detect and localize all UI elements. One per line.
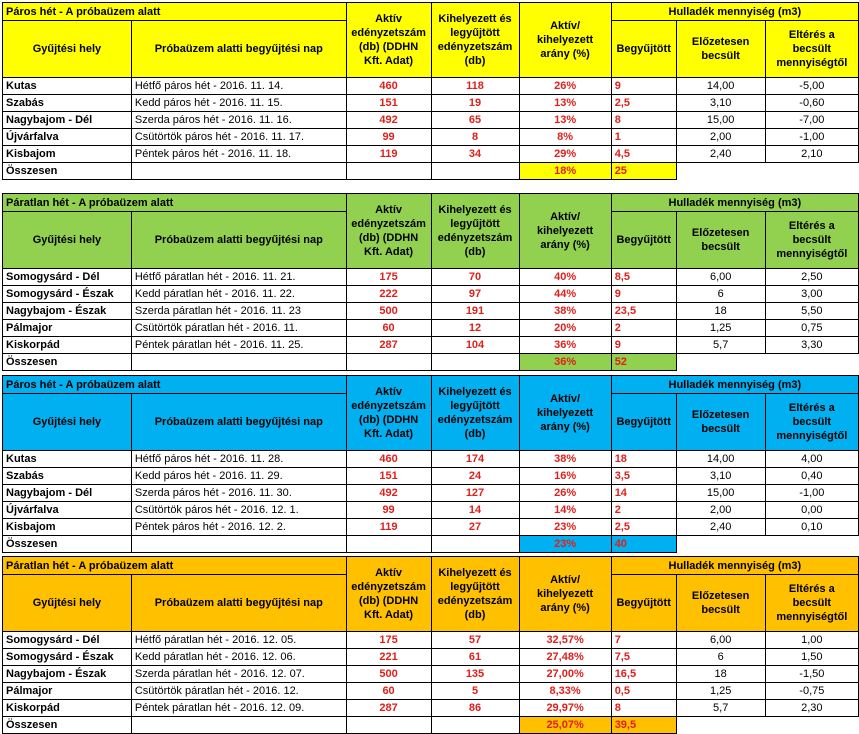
cell-estimated[interactable]: 1,25 xyxy=(676,683,765,700)
cell-day[interactable]: Kedd páratlan hét - 2016. 12. 06. xyxy=(131,649,346,666)
cell-placed[interactable]: 19 xyxy=(431,95,519,112)
header-placed[interactable]: Kihelyezett és legyűjtött edényzetszám (db) xyxy=(431,376,519,451)
cell-collected[interactable]: 9 xyxy=(611,78,676,95)
cell-day[interactable]: Szerda páratlan hét - 2016. 12. 07. xyxy=(131,666,346,683)
cell-ratio[interactable]: 36% xyxy=(519,337,611,354)
cell-ratio[interactable]: 23% xyxy=(519,519,611,536)
cell-ratio[interactable]: 29% xyxy=(519,146,611,163)
cell-day[interactable]: Csütörtök páros hét - 2016. 12. 1. xyxy=(131,502,346,519)
cell-estimated[interactable]: 2,00 xyxy=(676,502,765,519)
cell-collected[interactable]: 16,5 xyxy=(611,666,676,683)
cell-estimated[interactable]: 3,10 xyxy=(676,95,765,112)
total-empty-active[interactable] xyxy=(346,354,431,371)
table-row xyxy=(3,286,859,303)
header-waste[interactable]: Hulladék mennyiség (m3) xyxy=(611,3,858,21)
header-diff[interactable]: Eltérés a becsült mennyiségtől xyxy=(765,575,858,632)
total-collected[interactable]: 52 xyxy=(611,354,676,371)
cell-estimated[interactable]: 14,00 xyxy=(676,78,765,95)
cell-active[interactable]: 119 xyxy=(346,519,431,536)
total-row xyxy=(3,717,859,734)
cell-ratio[interactable]: 8,33% xyxy=(519,683,611,700)
table-row xyxy=(3,700,859,717)
header-ratio[interactable]: Aktív/ kihelyezett arány (%) xyxy=(519,557,611,632)
total-empty-placed[interactable] xyxy=(431,717,519,734)
cell-estimated[interactable]: 1,25 xyxy=(676,320,765,337)
total-empty-active[interactable] xyxy=(346,717,431,734)
cell-day[interactable]: Hétfő páratlan hét - 2016. 11. 21. xyxy=(131,269,346,286)
table-row xyxy=(3,502,859,519)
total-blank-estimated[interactable] xyxy=(676,536,765,553)
cell-active[interactable]: 492 xyxy=(346,112,431,129)
cell-day[interactable]: Csütörtök páratlan hét - 2016. 12. xyxy=(131,683,346,700)
table-row xyxy=(3,683,859,700)
table-block-4 xyxy=(2,556,859,734)
total-row xyxy=(3,354,859,371)
cell-site[interactable]: Nagybajom - Dél xyxy=(3,112,132,129)
cell-active[interactable]: 460 xyxy=(346,78,431,95)
cell-active[interactable]: 500 xyxy=(346,666,431,683)
cell-day[interactable]: Szerda páros hét - 2016. 11. 30. xyxy=(131,485,346,502)
total-blank-estimated[interactable] xyxy=(676,163,765,180)
table-row xyxy=(3,649,859,666)
total-collected[interactable]: 39,5 xyxy=(611,717,676,734)
header-site[interactable]: Gyűjtési hely xyxy=(3,21,132,78)
cell-site[interactable]: Szabás xyxy=(3,468,132,485)
header-estimated[interactable]: Előzetesen becsült xyxy=(676,575,765,632)
cell-placed[interactable]: 24 xyxy=(431,468,519,485)
cell-placed[interactable]: 27 xyxy=(431,519,519,536)
cell-ratio[interactable]: 13% xyxy=(519,95,611,112)
cell-active[interactable]: 175 xyxy=(346,632,431,649)
cell-estimated[interactable]: 2,00 xyxy=(676,129,765,146)
cell-placed[interactable]: 61 xyxy=(431,649,519,666)
cell-diff[interactable]: 0,10 xyxy=(765,519,858,536)
total-blank-diff[interactable] xyxy=(765,354,858,371)
cell-estimated[interactable]: 6,00 xyxy=(676,269,765,286)
cell-day[interactable]: Hétfő páratlan hét - 2016. 12. 05. xyxy=(131,632,346,649)
cell-estimated[interactable]: 18 xyxy=(676,666,765,683)
header-active[interactable]: Aktív edényzetszám (db) (DDHN Kft. Adat) xyxy=(346,376,431,451)
total-collected[interactable]: 25 xyxy=(611,163,676,180)
cell-site[interactable]: Pálmajor xyxy=(3,683,132,700)
cell-diff[interactable]: 1,00 xyxy=(765,632,858,649)
cell-ratio[interactable]: 27,48% xyxy=(519,649,611,666)
cell-diff[interactable]: 1,50 xyxy=(765,649,858,666)
cell-ratio[interactable]: 40% xyxy=(519,269,611,286)
cell-day[interactable]: Szerda páratlan hét - 2016. 11. 23 xyxy=(131,303,346,320)
header-day[interactable]: Próbaüzem alatti begyűjtési nap xyxy=(131,212,346,269)
table-block-1 xyxy=(2,2,859,180)
cell-placed[interactable]: 97 xyxy=(431,286,519,303)
header-ratio[interactable]: Aktív/ kihelyezett arány (%) xyxy=(519,376,611,451)
header-collected[interactable]: Begyűjtött xyxy=(611,575,676,632)
cell-active[interactable]: 119 xyxy=(346,146,431,163)
cell-site[interactable]: Kutas xyxy=(3,78,132,95)
cell-day[interactable]: Péntek páratlan hét - 2016. 11. 25. xyxy=(131,337,346,354)
total-label[interactable]: Összesen xyxy=(3,354,132,371)
header-site[interactable]: Gyűjtési hely xyxy=(3,394,132,451)
cell-placed[interactable]: 86 xyxy=(431,700,519,717)
cell-active[interactable]: 492 xyxy=(346,485,431,502)
cell-placed[interactable]: 57 xyxy=(431,632,519,649)
cell-ratio[interactable]: 26% xyxy=(519,485,611,502)
cell-diff[interactable]: -1,00 xyxy=(765,129,858,146)
cell-diff[interactable]: -0,60 xyxy=(765,95,858,112)
cell-diff[interactable]: 2,30 xyxy=(765,700,858,717)
cell-day[interactable]: Kedd páratlan hét - 2016. 11. 22. xyxy=(131,286,346,303)
cell-site[interactable]: Újvárfalva xyxy=(3,502,132,519)
cell-placed[interactable]: 174 xyxy=(431,451,519,468)
total-empty-placed[interactable] xyxy=(431,354,519,371)
total-label[interactable]: Összesen xyxy=(3,717,132,734)
header-day[interactable]: Próbaüzem alatti begyűjtési nap xyxy=(131,575,346,632)
header-active[interactable]: Aktív edényzetszám (db) (DDHN Kft. Adat) xyxy=(346,194,431,269)
cell-site[interactable]: Somogysárd - Dél xyxy=(3,269,132,286)
cell-estimated[interactable]: 6,00 xyxy=(676,632,765,649)
cell-ratio[interactable]: 13% xyxy=(519,112,611,129)
table-row xyxy=(3,303,859,320)
cell-ratio[interactable]: 44% xyxy=(519,286,611,303)
total-ratio[interactable]: 25,07% xyxy=(519,717,611,734)
cell-day[interactable]: Kedd páros hét - 2016. 11. 29. xyxy=(131,468,346,485)
header-ratio[interactable]: Aktív/ kihelyezett arány (%) xyxy=(519,194,611,269)
header-waste[interactable]: Hulladék mennyiség (m3) xyxy=(611,557,858,575)
cell-collected[interactable]: 9 xyxy=(611,337,676,354)
total-ratio[interactable]: 18% xyxy=(519,163,611,180)
header-collected[interactable]: Begyűjtött xyxy=(611,394,676,451)
cell-estimated[interactable]: 15,00 xyxy=(676,112,765,129)
total-empty-day[interactable] xyxy=(131,354,346,371)
table-row xyxy=(3,337,859,354)
cell-ratio[interactable]: 38% xyxy=(519,451,611,468)
cell-site[interactable]: Újvárfalva xyxy=(3,129,132,146)
cell-active[interactable]: 287 xyxy=(346,337,431,354)
cell-estimated[interactable]: 2,40 xyxy=(676,519,765,536)
header-waste[interactable]: Hulladék mennyiség (m3) xyxy=(611,376,858,394)
cell-placed[interactable]: 70 xyxy=(431,269,519,286)
cell-site[interactable]: Kiskorpád xyxy=(3,337,132,354)
cell-active[interactable]: 222 xyxy=(346,286,431,303)
cell-diff[interactable]: -0,75 xyxy=(765,683,858,700)
cell-collected[interactable]: 2 xyxy=(611,502,676,519)
header-placed[interactable]: Kihelyezett és legyűjtött edényzetszám (db) xyxy=(431,194,519,269)
table-row xyxy=(3,632,859,649)
total-row xyxy=(3,163,859,180)
table-row xyxy=(3,666,859,683)
table-row xyxy=(3,320,859,337)
total-empty-active[interactable] xyxy=(346,163,431,180)
table-row xyxy=(3,78,859,95)
cell-day[interactable]: Hétfő páros hét - 2016. 11. 14. xyxy=(131,78,346,95)
cell-diff[interactable]: -5,00 xyxy=(765,78,858,95)
cell-active[interactable]: 151 xyxy=(346,468,431,485)
cell-day[interactable]: Kedd páros hét - 2016. 11. 15. xyxy=(131,95,346,112)
cell-estimated[interactable]: 5,7 xyxy=(676,700,765,717)
header-estimated[interactable]: Előzetesen becsült xyxy=(676,212,765,269)
total-empty-placed[interactable] xyxy=(431,536,519,553)
total-empty-active[interactable] xyxy=(346,536,431,553)
cell-diff[interactable]: 5,50 xyxy=(765,303,858,320)
header-diff[interactable]: Eltérés a becsült mennyiségtől xyxy=(765,394,858,451)
cell-estimated[interactable]: 18 xyxy=(676,303,765,320)
total-empty-day[interactable] xyxy=(131,163,346,180)
cell-placed[interactable]: 104 xyxy=(431,337,519,354)
table-row xyxy=(3,519,859,536)
table-row xyxy=(3,95,859,112)
table-row xyxy=(3,112,859,129)
header-day[interactable]: Próbaüzem alatti begyűjtési nap xyxy=(131,21,346,78)
header-placed[interactable]: Kihelyezett és legyűjtött edényzetszám (db) xyxy=(431,3,519,78)
block-title[interactable]: Páratlan hét - A próbaüzem alatt xyxy=(3,194,347,212)
header-site[interactable]: Gyűjtési hely xyxy=(3,212,132,269)
cell-placed[interactable]: 5 xyxy=(431,683,519,700)
cell-diff[interactable]: 0,75 xyxy=(765,320,858,337)
cell-active[interactable]: 500 xyxy=(346,303,431,320)
cell-active[interactable]: 60 xyxy=(346,320,431,337)
table-row xyxy=(3,451,859,468)
total-empty-day[interactable] xyxy=(131,717,346,734)
cell-site[interactable]: Pálmajor xyxy=(3,320,132,337)
total-blank-diff[interactable] xyxy=(765,717,858,734)
header-estimated[interactable]: Előzetesen becsült xyxy=(676,394,765,451)
cell-collected[interactable]: 1 xyxy=(611,129,676,146)
header-diff[interactable]: Eltérés a becsült mennyiségtől xyxy=(765,21,858,78)
total-blank-estimated[interactable] xyxy=(676,717,765,734)
table-row xyxy=(3,129,859,146)
cell-active[interactable]: 221 xyxy=(346,649,431,666)
cell-day[interactable]: Szerda páros hét - 2016. 11. 16. xyxy=(131,112,346,129)
cell-collected[interactable]: 2,5 xyxy=(611,95,676,112)
total-row xyxy=(3,536,859,553)
table-row xyxy=(3,485,859,502)
cell-placed[interactable]: 12 xyxy=(431,320,519,337)
cell-ratio[interactable]: 16% xyxy=(519,468,611,485)
cell-day[interactable]: Hétfő páros hét - 2016. 11. 28. xyxy=(131,451,346,468)
cell-site[interactable]: Somogysárd - Észak xyxy=(3,286,132,303)
cell-collected[interactable]: 3,5 xyxy=(611,468,676,485)
header-placed[interactable]: Kihelyezett és legyűjtött edényzetszám (db) xyxy=(431,557,519,632)
cell-collected[interactable]: 18 xyxy=(611,451,676,468)
block-title[interactable]: Páros hét - A próbaüzem alatt xyxy=(3,3,347,21)
cell-placed[interactable]: 34 xyxy=(431,146,519,163)
cell-site[interactable]: Nagybajom - Észak xyxy=(3,666,132,683)
cell-ratio[interactable]: 8% xyxy=(519,129,611,146)
cell-day[interactable]: Péntek páratlan hét - 2016. 12. 09. xyxy=(131,700,346,717)
cell-diff[interactable]: -7,00 xyxy=(765,112,858,129)
cell-active[interactable]: 175 xyxy=(346,269,431,286)
header-estimated[interactable]: Előzetesen becsült xyxy=(676,21,765,78)
total-blank-diff[interactable] xyxy=(765,536,858,553)
cell-placed[interactable]: 14 xyxy=(431,502,519,519)
cell-placed[interactable]: 191 xyxy=(431,303,519,320)
total-empty-day[interactable] xyxy=(131,536,346,553)
cell-site[interactable]: Kutas xyxy=(3,451,132,468)
cell-diff[interactable]: -1,00 xyxy=(765,485,858,502)
cell-estimated[interactable]: 6 xyxy=(676,649,765,666)
cell-collected[interactable]: 0,5 xyxy=(611,683,676,700)
total-label[interactable]: Összesen xyxy=(3,536,132,553)
cell-estimated[interactable]: 14,00 xyxy=(676,451,765,468)
cell-day[interactable]: Csütörtök páros hét - 2016. 11. 17. xyxy=(131,129,346,146)
table-block-3 xyxy=(2,375,859,553)
cell-collected[interactable]: 8,5 xyxy=(611,269,676,286)
cell-ratio[interactable]: 20% xyxy=(519,320,611,337)
header-waste[interactable]: Hulladék mennyiség (m3) xyxy=(611,194,858,212)
cell-diff[interactable]: -1,50 xyxy=(765,666,858,683)
header-ratio[interactable]: Aktív/ kihelyezett arány (%) xyxy=(519,3,611,78)
block-title[interactable]: Páros hét - A próbaüzem alatt xyxy=(3,376,347,394)
cell-day[interactable]: Péntek páros hét - 2016. 12. 2. xyxy=(131,519,346,536)
header-site[interactable]: Gyűjtési hely xyxy=(3,575,132,632)
cell-active[interactable]: 99 xyxy=(346,502,431,519)
cell-diff[interactable]: 3,30 xyxy=(765,337,858,354)
cell-collected[interactable]: 2 xyxy=(611,320,676,337)
total-blank-diff[interactable] xyxy=(765,163,858,180)
cell-active[interactable]: 60 xyxy=(346,683,431,700)
cell-ratio[interactable]: 27,00% xyxy=(519,666,611,683)
cell-diff[interactable]: 0,40 xyxy=(765,468,858,485)
cell-site[interactable]: Szabás xyxy=(3,95,132,112)
cell-diff[interactable]: 3,00 xyxy=(765,286,858,303)
cell-placed[interactable]: 65 xyxy=(431,112,519,129)
cell-ratio[interactable]: 38% xyxy=(519,303,611,320)
cell-collected[interactable]: 23,5 xyxy=(611,303,676,320)
cell-collected[interactable]: 9 xyxy=(611,286,676,303)
header-collected[interactable]: Begyűjtött xyxy=(611,21,676,78)
header-day[interactable]: Próbaüzem alatti begyűjtési nap xyxy=(131,394,346,451)
cell-site[interactable]: Kisbajom xyxy=(3,146,132,163)
total-blank-estimated[interactable] xyxy=(676,354,765,371)
cell-diff[interactable]: 2,10 xyxy=(765,146,858,163)
total-label[interactable]: Összesen xyxy=(3,163,132,180)
table-row xyxy=(3,146,859,163)
cell-site[interactable]: Nagybajom - Dél xyxy=(3,485,132,502)
total-ratio[interactable]: 23% xyxy=(519,536,611,553)
cell-collected[interactable]: 2,5 xyxy=(611,519,676,536)
table-row xyxy=(3,269,859,286)
cell-estimated[interactable]: 5,7 xyxy=(676,337,765,354)
cell-site[interactable]: Kisbajom xyxy=(3,519,132,536)
cell-estimated[interactable]: 2,40 xyxy=(676,146,765,163)
cell-collected[interactable]: 7,5 xyxy=(611,649,676,666)
total-empty-placed[interactable] xyxy=(431,163,519,180)
cell-placed[interactable]: 135 xyxy=(431,666,519,683)
cell-ratio[interactable]: 29,97% xyxy=(519,700,611,717)
header-collected[interactable]: Begyűjtött xyxy=(611,212,676,269)
cell-ratio[interactable]: 26% xyxy=(519,78,611,95)
cell-collected[interactable]: 7 xyxy=(611,632,676,649)
cell-active[interactable]: 151 xyxy=(346,95,431,112)
cell-site[interactable]: Somogysárd - Dél xyxy=(3,632,132,649)
cell-collected[interactable]: 14 xyxy=(611,485,676,502)
cell-ratio[interactable]: 32,57% xyxy=(519,632,611,649)
cell-active[interactable]: 460 xyxy=(346,451,431,468)
block-title[interactable]: Páratlan hét - A próbaüzem alatt xyxy=(3,557,347,575)
header-active[interactable]: Aktív edényzetszám (db) (DDHN Kft. Adat) xyxy=(346,557,431,632)
cell-placed[interactable]: 8 xyxy=(431,129,519,146)
table-block-2 xyxy=(2,193,859,371)
cell-ratio[interactable]: 14% xyxy=(519,502,611,519)
cell-diff[interactable]: 0,00 xyxy=(765,502,858,519)
cell-day[interactable]: Csütörtök páratlan hét - 2016. 11. xyxy=(131,320,346,337)
cell-collected[interactable]: 8 xyxy=(611,700,676,717)
cell-site[interactable]: Somogysárd - Észak xyxy=(3,649,132,666)
cell-placed[interactable]: 118 xyxy=(431,78,519,95)
cell-estimated[interactable]: 6 xyxy=(676,286,765,303)
cell-active[interactable]: 287 xyxy=(346,700,431,717)
cell-active[interactable]: 99 xyxy=(346,129,431,146)
cell-diff[interactable]: 4,00 xyxy=(765,451,858,468)
cell-placed[interactable]: 127 xyxy=(431,485,519,502)
cell-diff[interactable]: 2,50 xyxy=(765,269,858,286)
cell-estimated[interactable]: 3,10 xyxy=(676,468,765,485)
total-ratio[interactable]: 36% xyxy=(519,354,611,371)
total-collected[interactable]: 40 xyxy=(611,536,676,553)
header-active[interactable]: Aktív edényzetszám (db) (DDHN Kft. Adat) xyxy=(346,3,431,78)
cell-day[interactable]: Péntek páros hét - 2016. 11. 18. xyxy=(131,146,346,163)
header-diff[interactable]: Eltérés a becsült mennyiségtől xyxy=(765,212,858,269)
cell-estimated[interactable]: 15,00 xyxy=(676,485,765,502)
table-row xyxy=(3,468,859,485)
cell-collected[interactable]: 8 xyxy=(611,112,676,129)
cell-site[interactable]: Nagybajom - Észak xyxy=(3,303,132,320)
cell-collected[interactable]: 4,5 xyxy=(611,146,676,163)
cell-site[interactable]: Kiskorpád xyxy=(3,700,132,717)
